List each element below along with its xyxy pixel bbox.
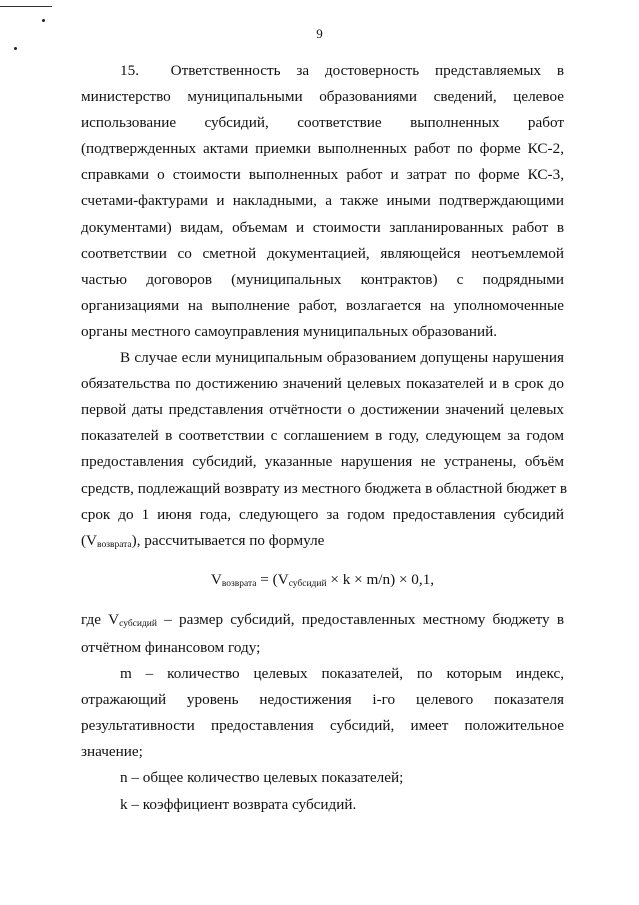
text-line: органы местного самоуправления муниципальных образований. [81,322,498,340]
text-line: предоставления субсидий, указанные нарушения не устранены, объём [81,453,564,471]
subscript: субсидий [119,618,157,629]
text-line: министерство муниципальными образованиями сведений, целевое [81,88,564,106]
text-line: организациями на выполнение работ, возлагается на уполномоченные [81,296,564,314]
text-line: n – общее количество целевых показателей; [120,769,404,787]
definition-k [81,792,564,818]
text-line: отчётном финансовом году; [81,638,261,656]
formula-fragment: × k × m/n) × 0,1, [326,570,435,588]
text-fragment: где V [81,610,120,628]
text-fragment: – размер субсидий, предоставленных местному бюджету в [156,610,564,628]
text-line: значение; [81,743,143,761]
scan-artifact-dot [42,19,45,22]
paragraph-violation [81,345,567,556]
page-number: 9 [316,26,323,41]
text-line: показателей в соответствии с соглашением в году, следующем за годом [81,427,564,445]
text-line: частью договоров (муниципальных контрактов) с подрядными [81,270,564,288]
subscript: субсидий [288,578,327,589]
scan-artifact-dot [14,47,17,50]
text-fragment: ), рассчитывается по формуле [131,531,325,549]
text-line [81,607,564,635]
subscript: возврата [221,578,257,589]
text-line: первой даты представления отчётности о достижении значений целевых [81,401,564,419]
text-line: использование субсидий, соответствие выполненных работ [81,114,564,132]
text-line: m – количество целевых показателей, по которым индекс, [120,665,564,683]
text-line: В случае если муниципальным образованием допущены нарушения [120,349,564,367]
formula-fragment: = (V [256,570,289,588]
v-symbol: (V [81,531,98,549]
definition-n [81,765,564,791]
text-line: 15. Ответственность за достоверность представляемых в [120,62,564,79]
text-line: обязательства по достижению значений целевых показателей и в срок до [81,375,564,393]
text-line: справками о стоимости выполненных работ и затрат по форме КС-3, [81,166,564,184]
definition-v [81,607,564,661]
text-line: средств, подлежащий возврату из местного бюджета в областной бюджет в [81,479,567,497]
text-line: результативности предоставления субсидий, имеет положительное [81,717,564,735]
definition-m [81,661,564,765]
document-body [81,58,567,818]
paragraph-15 [81,58,564,345]
subscript: возврата [97,539,132,550]
text-line: срок до 1 июня года, следующего за годом предоставления субсидий [81,505,564,523]
text-line: соответствии со сметной документацией, являющейся неотъемлемой [81,244,564,262]
text-line: счетами-фактурами и накладными, а также иными подтверждающими [81,192,564,210]
text-line: отражающий уровень недостижения i-го целевого показателя [81,691,564,709]
formula-v: V [210,570,222,588]
scan-artifact-line [0,6,52,7]
text-line: документами) видам, объемам и стоимости запланированных работ в [81,218,564,236]
text-line: (подтвержденных актами приемки выполненных работ по форме КС-2, [81,140,564,158]
formula [81,567,564,595]
text-line: k – коэффициент возврата субсидий. [120,795,357,813]
text-line [81,528,564,556]
